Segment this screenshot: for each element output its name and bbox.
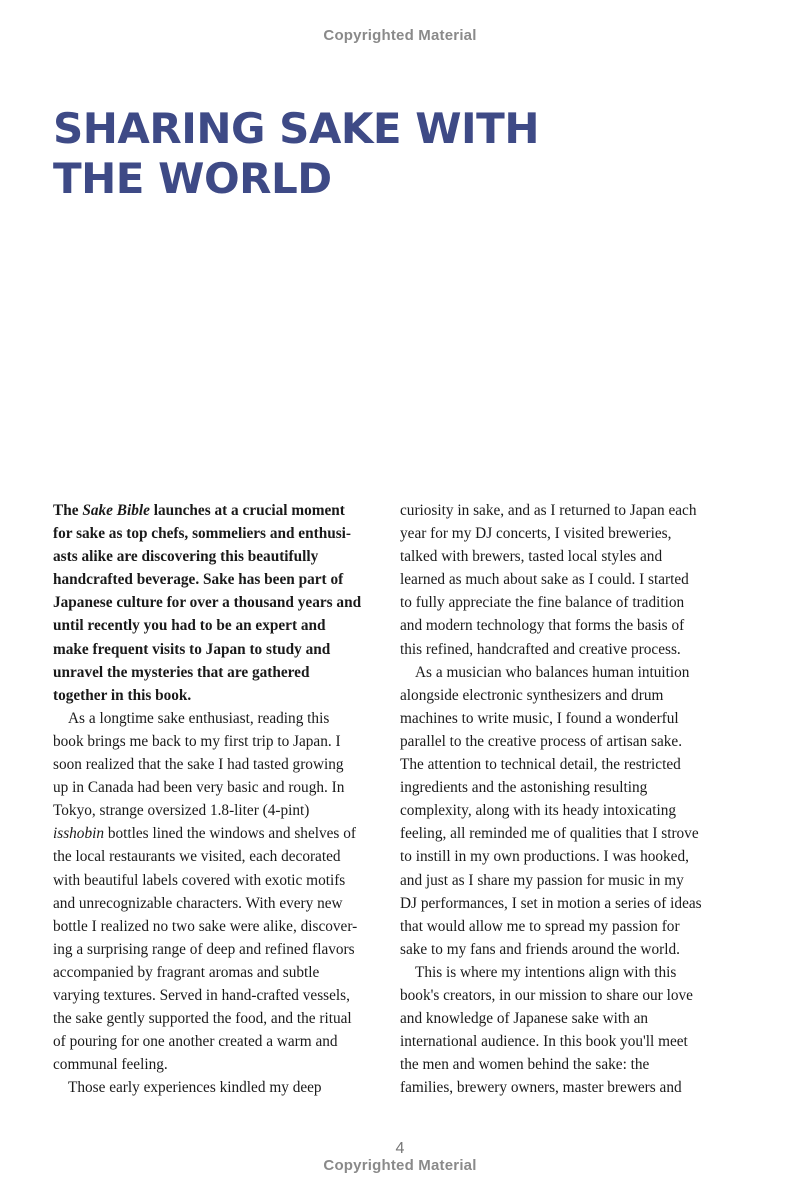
text-line: together in this book.	[53, 686, 192, 704]
text-line: handcrafted beverage. Sake has been part of	[53, 571, 344, 589]
text-line: curiosity in sake, and as I returned to Japan each	[400, 502, 697, 519]
copyright-watermark-bottom: Copyrighted Material	[323, 1157, 477, 1174]
book-title-italic: Sake Bible	[82, 502, 150, 519]
text-line: and just as I share my passion for music in my	[400, 871, 684, 889]
text-line: families, brewery owners, master brewers and	[400, 1079, 682, 1097]
text-line: Tokyo, strange oversized 1.8-liter (4-pint)	[53, 802, 310, 820]
text-line: and unrecognizable characters. With every new	[53, 894, 343, 912]
text-line: asts alike are discovering this beautifully	[53, 548, 319, 566]
text-line: book's creators, in our mission to share our love	[400, 986, 693, 1004]
chapter-title	[53, 104, 573, 204]
body-text-right-column	[400, 499, 735, 1099]
text-run: The	[53, 502, 83, 519]
chapter-title-line-2: THE WORLD	[53, 154, 332, 203]
text-line: with beautiful labels covered with exotic motifs	[53, 871, 346, 889]
text-line: As a musician who balances human intuition	[415, 663, 690, 681]
text-line: and modern technology that forms the basis of	[400, 617, 685, 635]
isshobin-italic: isshobin	[53, 825, 104, 843]
text-line: accompanied by fragrant aromas and subtle	[53, 963, 320, 981]
text-line: unravel the mysteries that are gathered	[53, 663, 310, 681]
text-line: sake to my fans and friends around the world.	[400, 940, 680, 958]
text-line: This is where my intentions align with this	[415, 963, 677, 981]
text-line: ing a surprising range of deep and refined flavors	[53, 940, 355, 958]
text-line: year for my DJ concerts, I visited breweries,	[400, 525, 672, 543]
chapter-title-line-1: SHARING SAKE WITH	[53, 104, 539, 153]
text-line: and knowledge of Japanese sake with an	[400, 1010, 649, 1028]
text-line: communal feeling.	[53, 1056, 168, 1074]
text-line: feeling, all reminded me of qualities that I strove	[400, 825, 699, 843]
text-line: Japanese culture for over a thousand years and	[53, 594, 362, 612]
text-line: soon realized that the sake I had tasted growing	[53, 756, 344, 774]
text-line: that would allow me to spread my passion for	[400, 917, 680, 935]
text-line: until recently you had to be an expert and	[53, 617, 326, 635]
text-line: the sake gently supported the food, and the ritual	[53, 1010, 352, 1028]
text-line: talked with brewers, tasted local styles and	[400, 548, 663, 566]
copyright-watermark-top: Copyrighted Material	[323, 27, 477, 44]
text-line: varying textures. Served in hand-crafted vessels,	[53, 986, 350, 1004]
text-line: learned as much about sake as I could. I started	[400, 571, 689, 589]
text-line	[53, 822, 383, 845]
text-line: of pouring for one another created a warm and	[53, 1033, 338, 1051]
text-line: for sake as top chefs, sommeliers and enthusi-	[53, 525, 352, 543]
text-line: to fully appreciate the fine balance of tradition	[400, 594, 685, 612]
text-run: bottles lined the windows and shelves of	[104, 825, 356, 843]
text-line: alongside electronic synthesizers and drum	[400, 686, 664, 704]
text-line: As a longtime sake enthusiast, reading this	[68, 709, 330, 727]
body-text-left-column	[53, 499, 383, 1099]
text-line: to instill in my own productions. I was hooked,	[400, 848, 689, 866]
text-line: DJ performances, I set in motion a series of ideas	[400, 894, 702, 912]
text-line: complexity, along with its heady intoxicating	[400, 802, 677, 820]
text-line: international audience. In this book you'll meet	[400, 1033, 688, 1051]
text-line: book brings me back to my first trip to Japan. I	[53, 732, 341, 750]
text-line: this refined, handcrafted and creative process.	[400, 640, 681, 658]
text-line: make frequent visits to Japan to study and	[53, 640, 331, 658]
text-line: machines to write music, I found a wonderful	[400, 709, 679, 727]
text-line: bottle I realized no two sake were alike, discover-	[53, 917, 358, 935]
text-run: launches at a crucial moment	[149, 502, 345, 519]
text-line: the men and women behind the sake: the	[400, 1056, 650, 1074]
page-number: 4	[395, 1140, 405, 1157]
text-line: ingredients and the astonishing resulting	[400, 779, 648, 797]
text-line	[53, 499, 383, 522]
text-line: The attention to technical detail, the restricted	[400, 756, 681, 774]
text-line: Those early experiences kindled my deep	[68, 1079, 322, 1097]
text-line: up in Canada had been very basic and rough. In	[53, 779, 345, 797]
text-line: parallel to the creative process of artisan sake.	[400, 732, 683, 750]
text-line: the local restaurants we visited, each decorated	[53, 848, 341, 866]
